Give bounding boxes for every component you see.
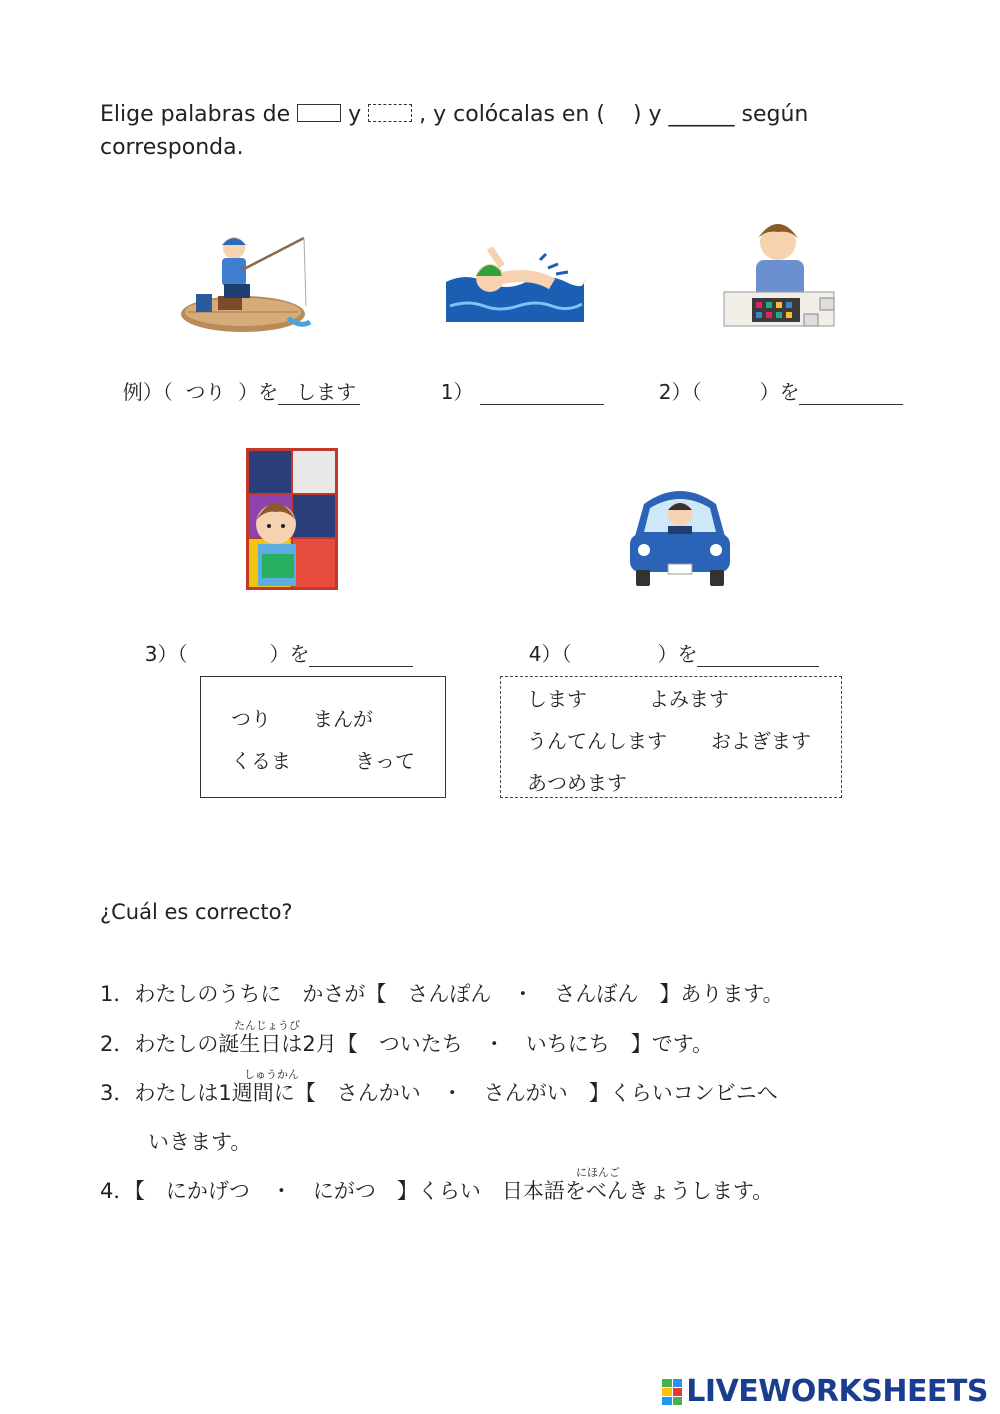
verb-word: します <box>527 687 587 711</box>
instructions-text-3: , y colócalas en ( <box>419 102 605 127</box>
instructions-text-5: corresponda. <box>100 135 244 160</box>
question-1[interactable]: 1．わたしのうちに かさが【 さんぽん ・ さんぼん 】あります。 <box>100 982 784 1006</box>
verb-word: よみます <box>649 687 729 711</box>
example-answer-line <box>278 380 360 405</box>
verb-word: あつめます <box>527 771 627 795</box>
liveworksheets-logo <box>662 1374 988 1409</box>
question-3-continued: いきます。 <box>148 1130 252 1154</box>
verb-word-box <box>500 676 842 798</box>
item-2-label: 2）（ <box>658 380 702 404</box>
item-4-label: 4）（ <box>528 642 572 666</box>
ruby-nihongo: にほんご <box>576 1166 620 1179</box>
noun-word: まんが <box>313 707 373 731</box>
liveworksheets-logo-text: LIVEWORKSHEETS <box>686 1374 988 1409</box>
item-1-answer-blank[interactable] <box>480 384 604 405</box>
example-suffix: ）を <box>238 380 279 404</box>
item-2-suffix: ）を <box>759 380 800 404</box>
instructions <box>100 98 860 164</box>
noun-word: つり <box>231 707 271 731</box>
verb-word: うんてんします <box>527 729 667 753</box>
item-3-answer-blank[interactable] <box>309 646 413 667</box>
question-4[interactable]: 4．【 にかげつ ・ にがつ 】くらい 日本語をべんきょうします。 <box>100 1179 774 1203</box>
item-2-answer-blank[interactable] <box>799 384 903 405</box>
solid-box-symbol <box>297 104 341 122</box>
instructions-text-1: Elige palabras de <box>100 102 291 127</box>
dashed-box-symbol <box>368 104 412 122</box>
swimming-illustration <box>444 246 586 322</box>
stamp-collecting-illustration <box>720 214 844 332</box>
item-3-suffix: ）を <box>269 642 310 666</box>
example-answer: します <box>296 380 357 404</box>
item-4 <box>516 614 819 667</box>
noun-word: くるま <box>231 749 291 773</box>
noun-word: きって <box>355 749 415 773</box>
ruby-shuukan: しゅうかん <box>244 1068 299 1081</box>
verb-word: およぎます <box>711 729 811 753</box>
noun-word-box <box>200 676 446 798</box>
instructions-text-2: y <box>348 102 362 127</box>
instructions-text-4: ) y ______ según <box>632 102 809 127</box>
ruby-tanjoubi: たんじょうび <box>234 1019 300 1032</box>
question-3[interactable]: 3．わたしは1週間に【 さんかい ・ さんがい 】くらいコンビニへ <box>100 1081 778 1105</box>
item-4-answer-blank[interactable] <box>697 646 819 667</box>
item-4-suffix: ）を <box>657 642 698 666</box>
liveworksheets-logo-icon <box>662 1379 682 1405</box>
item-1-label: 1） <box>440 380 474 404</box>
item-3-label: 3）（ <box>144 642 188 666</box>
section-2-title: ¿Cuál es correcto? <box>100 900 293 924</box>
item-1 <box>428 352 604 405</box>
fishing-illustration <box>178 228 313 336</box>
example-prefix: 例）（ <box>122 380 173 404</box>
car-driving-illustration <box>628 484 732 588</box>
item-3 <box>132 614 413 667</box>
item-2 <box>646 352 903 405</box>
manga-reading-illustration <box>246 448 338 590</box>
example-item <box>110 352 360 405</box>
question-2[interactable]: 2．わたしの誕生日は2月【 ついたち ・ いちにち 】です。 <box>100 1032 714 1056</box>
example-word: つり <box>185 380 226 404</box>
